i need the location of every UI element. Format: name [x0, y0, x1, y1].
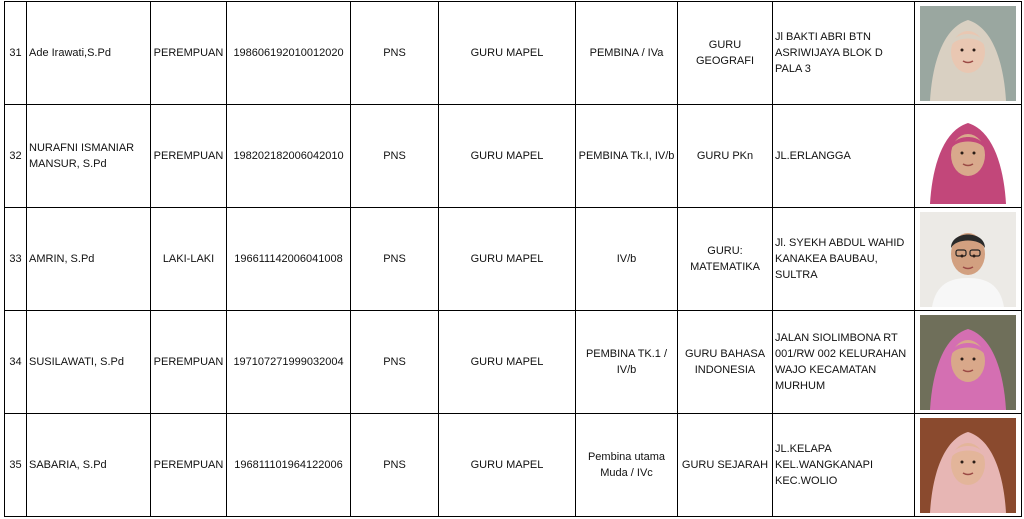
status-cell: PNS [351, 208, 439, 311]
subject-cell: GURU PKn [678, 105, 773, 208]
status-cell: PNS [351, 311, 439, 414]
row-number: 32 [5, 105, 27, 208]
rank-cell: PEMBINA Tk.I, IV/b [576, 105, 678, 208]
portrait-illustration [920, 418, 1016, 513]
gender-cell: PEREMPUAN [151, 414, 227, 517]
teacher-photo [920, 212, 1016, 307]
subject-cell: GURU SEJARAH [678, 414, 773, 517]
teacher-photo [920, 109, 1016, 204]
nip-cell: 197107271999032004 [227, 311, 351, 414]
address-cell: JL.KELAPA KEL.WANGKANAPI KEC.WOLIO [773, 414, 915, 517]
status-cell: PNS [351, 105, 439, 208]
position-cell: GURU MAPEL [439, 414, 576, 517]
teacher-photo [920, 418, 1016, 513]
nip-cell: 196811101964122006 [227, 414, 351, 517]
table-row [5, 208, 1022, 311]
table-body [5, 2, 1022, 517]
photo-cell [915, 311, 1022, 414]
table-row [5, 414, 1022, 517]
status-cell: PNS [351, 2, 439, 105]
portrait-illustration [920, 212, 1016, 307]
teacher-name: Ade Irawati,S.Pd [27, 2, 151, 105]
subject-cell: GURU GEOGRAFI [678, 2, 773, 105]
photo-cell [915, 2, 1022, 105]
photo-cell [915, 208, 1022, 311]
teacher-name: NURAFNI ISMANIAR MANSUR, S.Pd [27, 105, 151, 208]
subject-cell: GURU BAHASA INDONESIA [678, 311, 773, 414]
gender-cell: PEREMPUAN [151, 2, 227, 105]
table-row [5, 311, 1022, 414]
rank-cell: PEMBINA TK.1 / IV/b [576, 311, 678, 414]
position-cell: GURU MAPEL [439, 105, 576, 208]
address-cell: Jl BAKTI ABRI BTN ASRIWIJAYA BLOK D PALA 3 [773, 2, 915, 105]
portrait-illustration [920, 109, 1016, 204]
rank-cell: PEMBINA / IVa [576, 2, 678, 105]
subject-cell: GURU: MATEMATIKA [678, 208, 773, 311]
teacher-name: SUSILAWATI, S.Pd [27, 311, 151, 414]
status-cell: PNS [351, 414, 439, 517]
teacher-photo [920, 6, 1016, 101]
photo-cell [915, 414, 1022, 517]
nip-cell: 198606192010012020 [227, 2, 351, 105]
position-cell: GURU MAPEL [439, 311, 576, 414]
position-cell: GURU MAPEL [439, 208, 576, 311]
table-row [5, 2, 1022, 105]
portrait-illustration [920, 315, 1016, 410]
position-cell: GURU MAPEL [439, 2, 576, 105]
rank-cell: IV/b [576, 208, 678, 311]
row-number: 31 [5, 2, 27, 105]
address-cell: JL.ERLANGGA [773, 105, 915, 208]
address-cell: JALAN SIOLIMBONA RT 001/RW 002 KELURAHAN WAJO KECAMATAN MURHUM [773, 311, 915, 414]
staff-table [4, 1, 1022, 517]
portrait-illustration [920, 6, 1016, 101]
gender-cell: LAKI-LAKI [151, 208, 227, 311]
row-number: 35 [5, 414, 27, 517]
gender-cell: PEREMPUAN [151, 311, 227, 414]
rank-cell: Pembina utama Muda / IVc [576, 414, 678, 517]
nip-cell: 196611142006041008 [227, 208, 351, 311]
gender-cell: PEREMPUAN [151, 105, 227, 208]
teacher-photo [920, 315, 1016, 410]
address-cell: Jl. SYEKH ABDUL WAHID KANAKEA BAUBAU, SULTRA [773, 208, 915, 311]
row-number: 34 [5, 311, 27, 414]
photo-cell [915, 105, 1022, 208]
table-row [5, 105, 1022, 208]
teacher-name: SABARIA, S.Pd [27, 414, 151, 517]
row-number: 33 [5, 208, 27, 311]
nip-cell: 198202182006042010 [227, 105, 351, 208]
teacher-name: AMRIN, S.Pd [27, 208, 151, 311]
